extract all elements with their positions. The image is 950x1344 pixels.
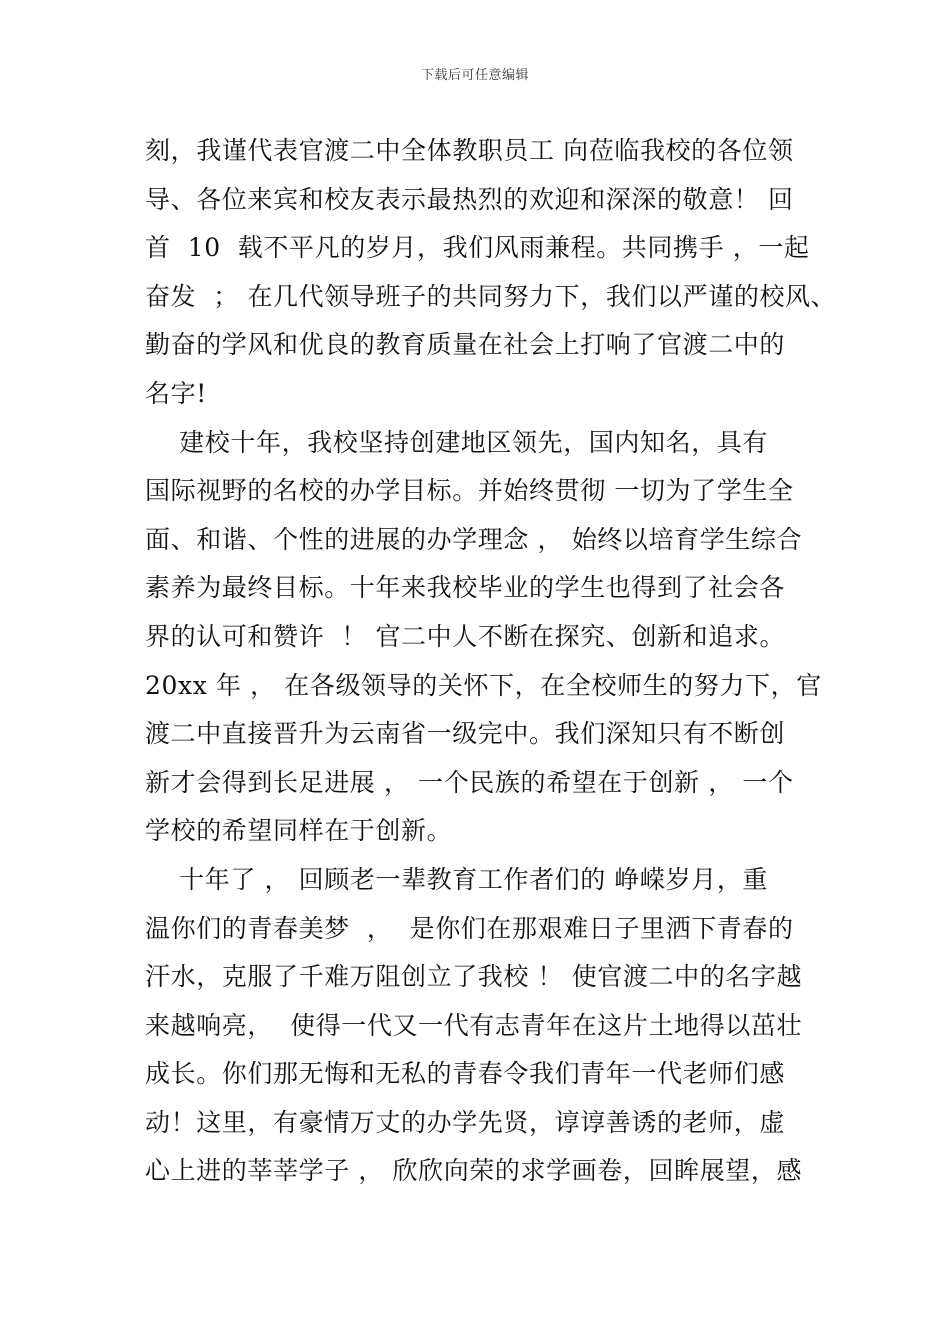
text-line: 勤奋的学风和优良的教育质量在社会上打响了官渡二中的 <box>145 330 786 360</box>
text-line: 名字! <box>145 378 207 408</box>
text-line: 导、各位来宾和校友表示最热烈的欢迎和深深的敬意！ 回 <box>145 184 794 214</box>
text-line: 来越响亮， 使得一代又一代有志青年在这片土地得以茁壮 <box>145 1010 803 1040</box>
text-line: 奋发 ； 在几代领导班子的共同努力下，我们以严谨的校风、 <box>145 281 837 311</box>
text-line: 首 10 载不平凡的岁月，我们风雨兼程。共同携手 ，一起 <box>145 233 810 263</box>
text-line: 20xx 年 ， 在各级领导的关怀下，在全校师生的努力下，官 <box>145 670 822 700</box>
text-line: 渡二中直接晋升为云南省一级完中。我们深知只有不断创 <box>145 719 786 749</box>
page-header-note: 下载后可任意编辑 <box>420 68 529 83</box>
paragraph <box>145 419 845 856</box>
text-line: 动！这里，有豪情万丈的办学先贤，谆谆善诱的老师，虚 <box>145 1107 786 1137</box>
text-line: 心上进的莘莘学子 ， 欣欣向荣的求学画卷，回眸展望，感 <box>145 1156 803 1186</box>
paragraph <box>145 856 845 1196</box>
text-line: 汗水，克服了千难万阻创立了我校 ！ 使官渡二中的名字越 <box>145 962 803 992</box>
text-line: 新才会得到长足进展 ， 一个民族的希望在于创新 ， 一个 <box>145 767 794 797</box>
text-line: 温你们的青春美梦 ， 是你们在那艰难日子里洒下青春的 <box>145 913 794 943</box>
paragraph <box>145 127 845 419</box>
text-line: 界的认可和赞许 ！ 官二中人不断在探究、创新和追求。 <box>145 621 786 651</box>
text-line: 成长。你们那无悔和无私的青春令我们青年一代老师们感 <box>145 1059 786 1089</box>
text-line: 面、和谐、个性的进展的办学理念 ， 始终以培育学生综合 <box>145 524 803 554</box>
text-line: 十年了 ， 回顾老一辈教育工作者们的 峥嵘岁月，重 <box>145 864 769 894</box>
text-line: 刻，我谨代表官渡二中全体教职员工 向莅临我校的各位领 <box>145 136 794 165</box>
document-body <box>145 127 845 1196</box>
text-line: 素养为最终目标。十年来我校毕业的学生也得到了社会各 <box>145 573 786 603</box>
text-line: 国际视野的名校的办学目标。并始终贯彻 一切为了学生全 <box>145 476 794 506</box>
text-line: 学校的希望同样在于创新。 <box>145 816 453 846</box>
text-line: 建校十年，我校坚持创建地区领先，国内知名，具有 <box>145 427 768 457</box>
